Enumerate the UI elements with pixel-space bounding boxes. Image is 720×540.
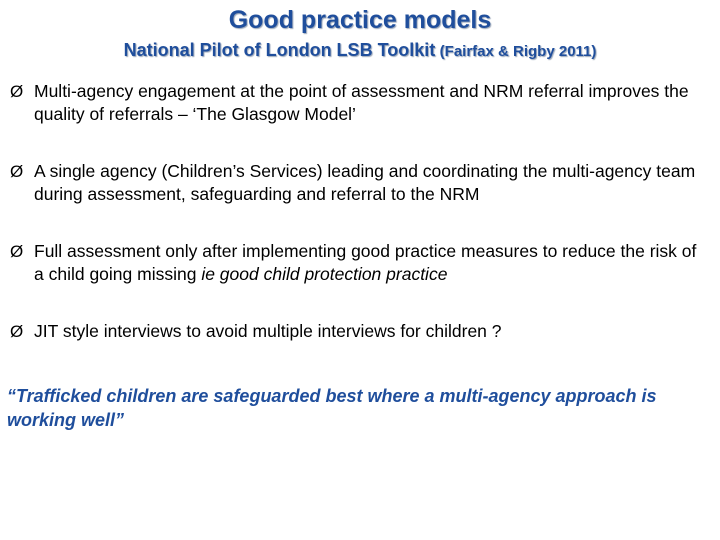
- bullet-text: Full assessment only after implementing good practice measures to reduce the risk of a child going missing: [34, 241, 697, 284]
- bullet-list: [10, 80, 710, 343]
- bullet-text: Multi-agency engagement at the point of assessment and NRM referral improves the quality of referrals – ‘The Glasgow Model’: [34, 81, 689, 124]
- bullet-item-3: [10, 240, 710, 286]
- bullet-text: A single agency (Children’s Services) leading and coordinating the multi-agency team during assessment, safeguarding and referral to the NRM: [34, 161, 696, 204]
- bullet-emphasis: ie good child protection practice: [201, 264, 448, 284]
- bullet-text: JIT style interviews to avoid multiple interviews for children ?: [34, 321, 502, 341]
- arrow-bullet-icon: Ø: [10, 162, 24, 181]
- arrow-bullet-icon: Ø: [10, 322, 24, 341]
- arrow-bullet-icon: Ø: [10, 82, 24, 101]
- slide-subtitle: [0, 40, 720, 61]
- subtitle-citation: (Fairfax & Rigby 2011): [439, 43, 597, 60]
- arrow-bullet-icon: Ø: [10, 242, 24, 261]
- slide-title: Good practice models: [228, 6, 492, 34]
- bullet-item-1: [10, 80, 710, 126]
- subtitle-main: National Pilot of London LSB Toolkit: [123, 40, 436, 60]
- bullet-item-2: [10, 160, 710, 206]
- bullet-item-4: [10, 320, 710, 343]
- quote-text: “Trafficked children are safeguarded best where a multi-agency approach is working well”: [7, 386, 657, 430]
